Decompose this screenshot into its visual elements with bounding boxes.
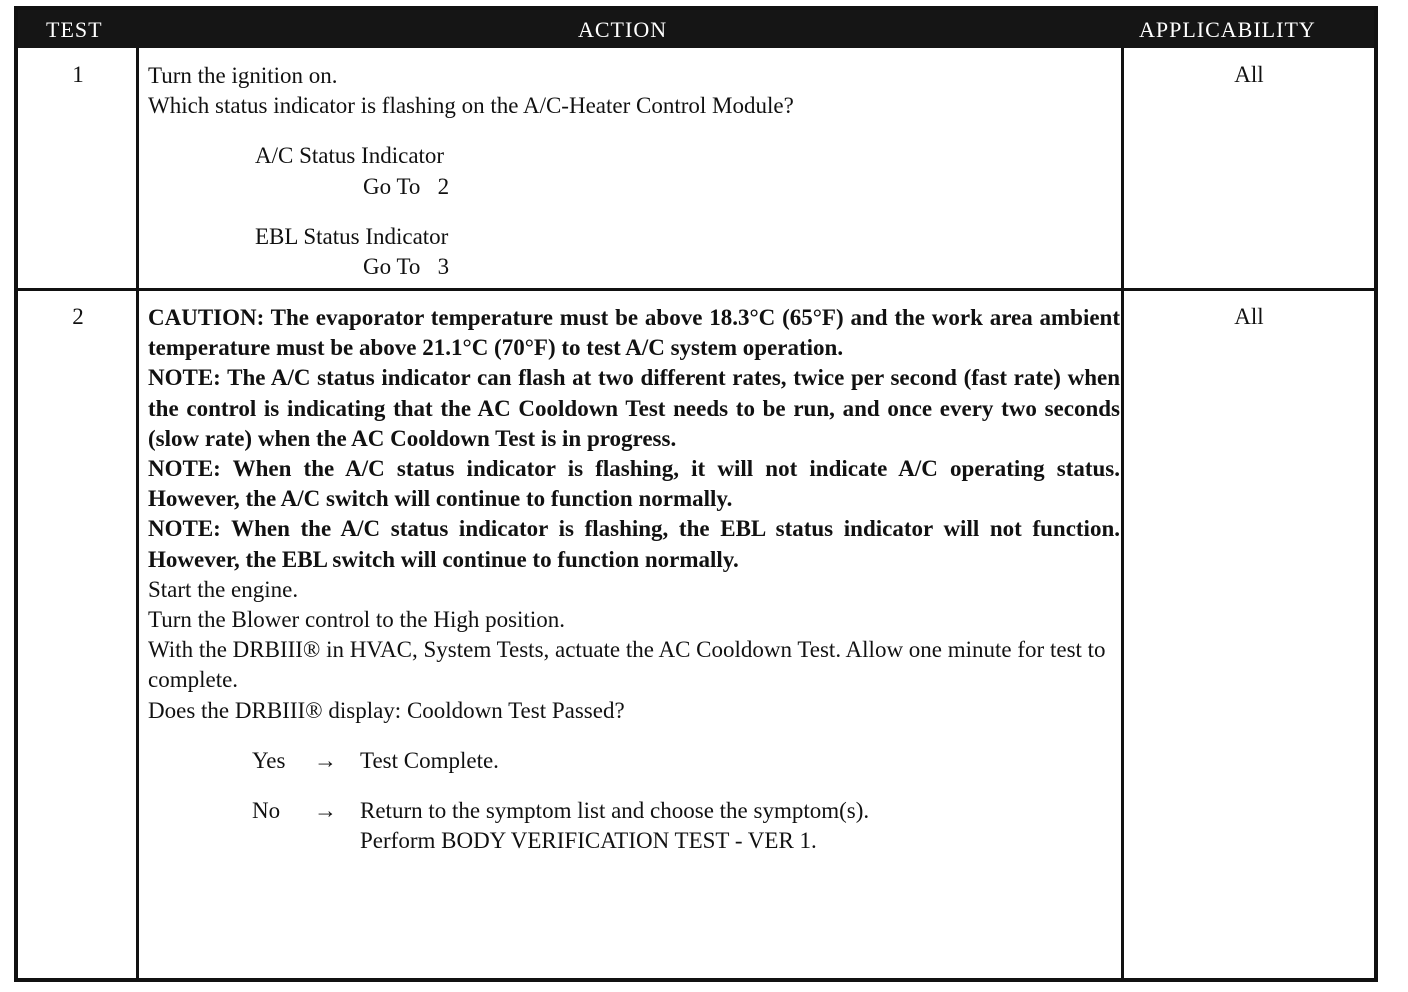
row-1-applicability: All: [1234, 62, 1264, 87]
header-test: TEST: [46, 17, 103, 42]
row-2-action: [148, 303, 1120, 856]
option-label: EBL Status Indicator: [255, 223, 449, 249]
answer-yes: [148, 746, 1120, 776]
action-line: Does the DRBIII® display: Cooldown Test Passed?: [148, 697, 625, 723]
action-line: Turn the Blower control to the High position.: [148, 607, 565, 633]
answer-text: Return to the symptom list and choose the symptom(s).: [360, 798, 870, 824]
action-line: Which status indicator is flashing on the A/C-Heater Control Module?: [148, 93, 794, 119]
header-applicability: APPLICABILITY: [1139, 17, 1316, 42]
right-arrow-icon: →: [314, 747, 337, 773]
answer-text: Test Complete.: [360, 747, 499, 773]
note-paragraph: NOTE: When the A/C status indicator is flashing, it will not indicate A/C operating status. However, the A/C switch will continue to function normally.: [148, 456, 1120, 512]
row-2-test-number: 2: [72, 304, 84, 329]
row-1-action: [148, 61, 1120, 282]
option-label: A/C Status Indicator: [255, 143, 445, 169]
action-line: Turn the ignition on.: [148, 63, 338, 88]
table-header: [18, 10, 1374, 48]
row-1-test-number: 1: [72, 62, 84, 87]
answer-key: No: [252, 798, 281, 824]
row-2-applicability: All: [1234, 304, 1264, 329]
answer-key: Yes: [252, 747, 286, 773]
right-arrow-icon: →: [314, 798, 337, 824]
column-divider-test: [136, 48, 139, 978]
option-goto: Go To 2: [363, 173, 450, 199]
answer-no: [148, 796, 1120, 856]
note-paragraph: NOTE: When the A/C status indicator is flashing, the EBL status indicator will not function. However, the EBL switch will continue to function normally.: [148, 516, 1120, 572]
header-action: ACTION: [578, 17, 668, 42]
action-line: Start the engine.: [148, 576, 299, 602]
option-goto: Go To 3: [363, 254, 450, 280]
action-line: With the DRBIII® in HVAC, System Tests, actuate the AC Cooldown Test. Allow one minute for test to complete.: [148, 637, 1106, 693]
answer-text-continued: Perform BODY VERIFICATION TEST - VER 1.: [360, 828, 817, 854]
column-divider-action: [1121, 48, 1124, 978]
caution-paragraph: CAUTION: The evaporator temperature must be above 18.3°C (65°F) and the work area ambient temperature must be above 21.1°C (70°F) to test A/C system operation.: [148, 305, 1120, 361]
note-paragraph: NOTE: The A/C status indicator can flash at two different rates, twice per second (fast rate) when the control is indicating that the AC Cooldown Test needs to be run, and once every two seconds (slow rate) when the AC Cooldown Test is in progress.: [148, 365, 1120, 451]
row-divider: [18, 288, 1374, 291]
diagnostic-test-table: [14, 6, 1378, 982]
